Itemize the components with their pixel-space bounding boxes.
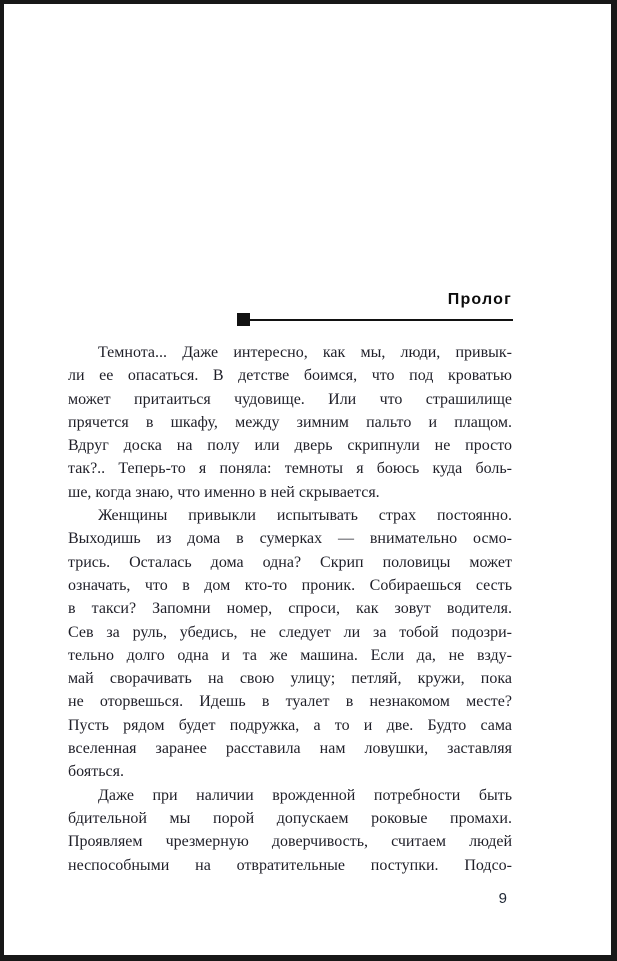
text-line: Сев за руль, убедись, не следует ли за тобой подозри- [68, 623, 512, 641]
text-line: тельно долго одна и та же машина. Если да, не взду- [68, 646, 512, 664]
heading-rule [237, 313, 513, 326]
text-line: вселенная заранее расставила нам ловушки, заставляя [68, 740, 512, 758]
text-line: Проявляем чрезмерную доверчивость, считаем людей [68, 833, 512, 851]
text-line: Темнота... Даже интересно, как мы, люди, привык- [98, 344, 512, 361]
paragraph [68, 341, 512, 504]
text-line: означать, что в дом кто-то проник. Собираешься сесть [68, 576, 512, 594]
text-line: май сворачивать на свою улицу; петляй, кружи, пока [68, 670, 512, 688]
text-line: бдительной мы порой допускаем роковые промахи. [68, 809, 512, 827]
text-line: Выходишь из дома в сумерках — внимательно осмо- [68, 530, 512, 548]
text-line: Женщины привыкли испытывать страх постоянно. [98, 507, 512, 525]
page-body-text [68, 341, 512, 877]
text-line: так?.. Теперь-то я поняла: темноты я боюсь куда боль- [68, 460, 512, 478]
text-line: может притаиться чудовище. Или что страшилище [68, 390, 512, 408]
paragraph [68, 784, 512, 877]
text-line: ше, когда знаю, что именно в ней скрывается. [68, 483, 380, 501]
text-line: Пусть рядом будет подружка, а то и две. Будто сама [68, 716, 512, 734]
text-line: Вдруг доска на полу или дверь скрипнули не просто [68, 437, 512, 455]
paragraph [68, 504, 512, 784]
text-line: Даже при наличии врожденной потребности быть [98, 786, 512, 804]
text-line: неспособными на отвратительные поступки. Подсо- [68, 856, 512, 874]
text-line: бояться. [68, 763, 124, 781]
page-number: 9 [498, 890, 507, 907]
text-line: в такси? Запомни номер, спроси, как зовут водителя. [68, 600, 512, 618]
text-line: трись. Осталась дома одна? Скрип половицы может [68, 553, 512, 571]
text-line: не оторвешься. Идешь в туалет в незнакомом месте? [68, 693, 512, 711]
chapter-title: Пролог [447, 291, 512, 308]
rule-square-marker [237, 313, 250, 326]
rule-line [250, 319, 513, 321]
text-line: прячется в шкафу, между зимним пальто и плащом. [68, 413, 512, 431]
text-line: ли ее опасаться. В детстве боимся, что под кроватью [68, 367, 512, 385]
